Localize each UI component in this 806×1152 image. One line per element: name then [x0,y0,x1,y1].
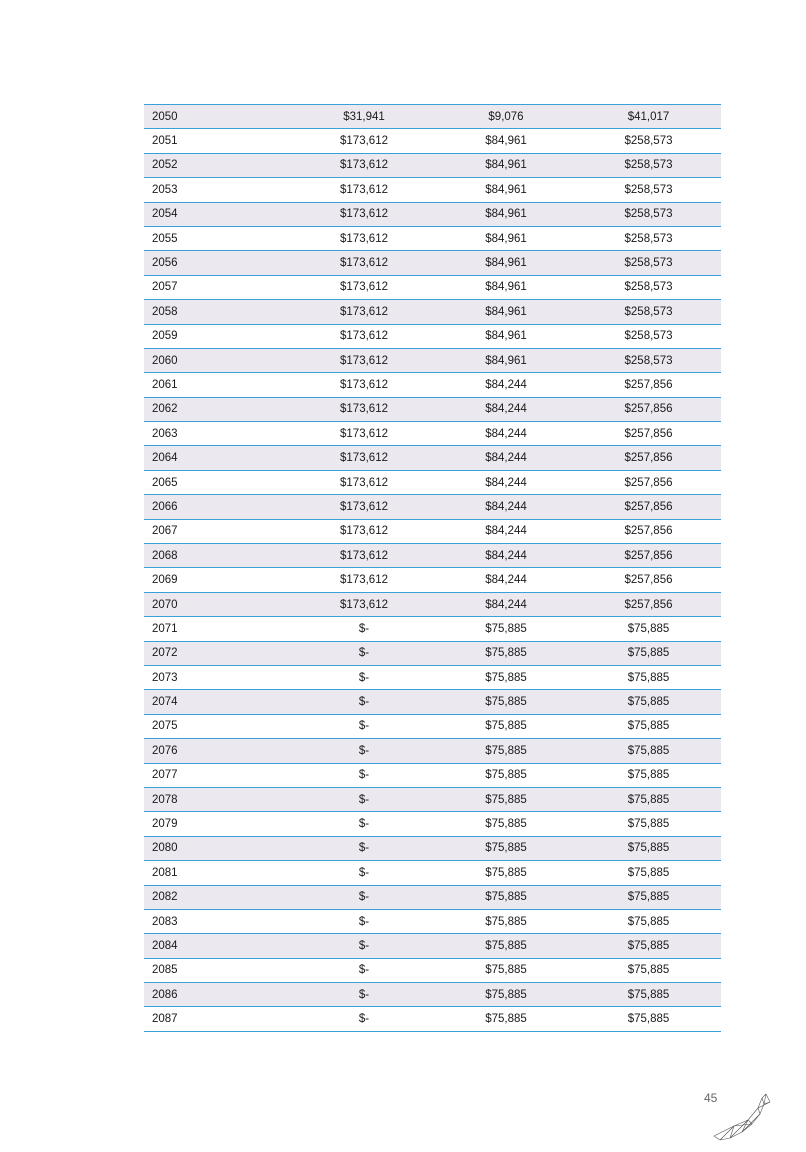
table-row [144,593,721,617]
table-row [144,154,721,178]
year-cell: 2073 [152,671,178,684]
amount-cell: $173,612 [340,500,388,513]
amount-cell: $258,573 [624,135,673,148]
amount-cell: $173,612 [340,378,388,391]
amount-cell: $- [358,891,370,904]
year-cell: 2064 [152,452,178,465]
table-row [144,544,721,568]
year-cell: 2084 [152,939,178,952]
amount-cell: $84,961 [485,330,527,343]
amount-cell: $173,612 [340,574,388,587]
amount-cell: $258,573 [624,232,673,245]
year-cell: 2076 [152,744,178,757]
amount-cell: $75,885 [627,744,670,757]
year-cell: 2081 [152,866,178,879]
amount-cell: $75,885 [627,696,670,709]
table-row [144,203,721,227]
amount-cell: $- [358,647,370,660]
amount-cell: $- [358,720,370,733]
amount-cell: $173,612 [340,257,388,270]
amount-cell: $75,885 [627,720,670,733]
table-row [144,934,721,958]
amount-cell: $257,856 [624,452,673,465]
amount-cell: $- [358,1013,370,1026]
table-row [144,349,721,373]
table-row [144,715,721,739]
amount-cell: $84,961 [485,135,527,148]
table-row [144,739,721,763]
year-cell: 2065 [152,476,178,489]
amount-cell: $258,573 [624,257,673,270]
amount-cell: $173,612 [340,427,388,440]
amount-cell: $257,856 [624,525,673,538]
year-cell: 2086 [152,988,178,1001]
year-cell: 2050 [152,110,178,123]
amount-cell: $173,612 [340,183,388,196]
amount-cell: $- [358,988,370,1001]
amount-cell: $84,244 [485,476,527,489]
amount-cell: $75,885 [627,647,670,660]
amount-cell: $75,885 [485,622,527,635]
amount-cell: $75,885 [627,769,670,782]
table-row [144,666,721,690]
year-cell: 2055 [152,232,178,245]
year-cell: 2087 [152,1013,178,1026]
amount-cell: $173,612 [340,598,388,611]
amount-cell: $173,612 [340,476,388,489]
amount-cell: $41,017 [627,110,670,123]
amount-cell: $257,856 [624,427,673,440]
year-cell: 2072 [152,647,178,660]
year-cell: 2052 [152,159,178,172]
table-row [144,373,721,397]
amount-cell: $258,573 [624,208,673,221]
amount-cell: $- [358,793,370,806]
amount-cell: $173,612 [340,208,388,221]
table-row [144,495,721,519]
amount-cell: $- [358,866,370,879]
year-cell: 2082 [152,891,178,904]
amount-cell: $173,612 [340,354,388,367]
amount-cell: $75,885 [627,842,670,855]
table-row [144,325,721,349]
table-row [144,788,721,812]
amount-cell: $75,885 [485,891,527,904]
amount-cell: $173,612 [340,159,388,172]
year-cell: 2051 [152,135,178,148]
data-table [144,104,721,1032]
amount-cell: $- [358,744,370,757]
amount-cell: $173,612 [340,549,388,562]
amount-cell: $84,961 [485,281,527,294]
amount-cell: $9,076 [488,110,524,123]
amount-cell: $258,573 [624,159,673,172]
amount-cell: $173,612 [340,305,388,318]
amount-cell: $84,244 [485,403,527,416]
table-row [144,129,721,153]
year-cell: 2070 [152,598,178,611]
amount-cell: $75,885 [627,818,670,831]
amount-cell: $- [358,964,370,977]
amount-cell: $84,961 [485,257,527,270]
year-cell: 2069 [152,574,178,587]
amount-cell: $75,885 [485,988,527,1001]
amount-cell: $84,244 [485,574,527,587]
table-row [144,617,721,641]
amount-cell: $84,244 [485,525,527,538]
table-row [144,886,721,910]
amount-cell: $84,244 [485,378,527,391]
amount-cell: $173,612 [340,403,388,416]
amount-cell: $84,961 [485,354,527,367]
amount-cell: $75,885 [485,1013,527,1026]
table-row [144,837,721,861]
amount-cell: $- [358,939,370,952]
table-row [144,446,721,470]
table-row [144,276,721,300]
table-row [144,520,721,544]
year-cell: 2085 [152,964,178,977]
amount-cell: $75,885 [485,696,527,709]
year-cell: 2068 [152,549,178,562]
table-row [144,910,721,934]
amount-cell: $75,885 [627,1013,670,1026]
table-row [144,642,721,666]
amount-cell: $257,856 [624,574,673,587]
year-cell: 2056 [152,257,178,270]
amount-cell: $84,244 [485,500,527,513]
table-row [144,105,721,129]
year-cell: 2061 [152,378,178,391]
amount-cell: $84,244 [485,427,527,440]
amount-cell: $75,885 [627,915,670,928]
year-cell: 2075 [152,720,178,733]
table-row [144,227,721,251]
amount-cell: $84,961 [485,159,527,172]
amount-cell: $84,244 [485,598,527,611]
year-cell: 2059 [152,330,178,343]
table-row [144,471,721,495]
year-cell: 2057 [152,281,178,294]
amount-cell: $75,885 [627,939,670,952]
amount-cell: $84,244 [485,549,527,562]
amount-cell: $173,612 [340,330,388,343]
amount-cell: $84,244 [485,452,527,465]
page-number: 45 [704,1091,718,1105]
table-row [144,959,721,983]
amount-cell: $75,885 [627,866,670,879]
amount-cell: $257,856 [624,378,673,391]
amount-cell: $84,961 [485,305,527,318]
table-row [144,1007,721,1031]
amount-cell: $31,941 [343,110,385,123]
amount-cell: $75,885 [485,964,527,977]
amount-cell: $257,856 [624,476,673,489]
amount-cell: $75,885 [485,647,527,660]
table-row [144,983,721,1007]
amount-cell: $- [358,769,370,782]
amount-cell: $- [358,671,370,684]
year-cell: 2071 [152,622,178,635]
table-row [144,398,721,422]
amount-cell: $75,885 [485,769,527,782]
amount-cell: $84,961 [485,183,527,196]
amount-cell: $258,573 [624,183,673,196]
amount-cell: $75,885 [485,939,527,952]
amount-cell: $75,885 [627,988,670,1001]
year-cell: 2083 [152,915,178,928]
year-cell: 2074 [152,696,178,709]
table-row [144,861,721,885]
amount-cell: $- [358,842,370,855]
amount-cell: $257,856 [624,549,673,562]
table-row [144,300,721,324]
amount-cell: $257,856 [624,500,673,513]
table-row [144,251,721,275]
amount-cell: $75,885 [485,793,527,806]
amount-cell: $75,885 [485,866,527,879]
amount-cell: $75,885 [485,744,527,757]
amount-cell: $75,885 [485,720,527,733]
amount-cell: $- [358,622,370,635]
amount-cell: $75,885 [485,915,527,928]
amount-cell: $173,612 [340,135,388,148]
amount-cell: $257,856 [624,403,673,416]
amount-cell: $173,612 [340,525,388,538]
year-cell: 2062 [152,403,178,416]
amount-cell: $75,885 [485,818,527,831]
table-row [144,422,721,446]
year-cell: 2067 [152,525,178,538]
amount-cell: $75,885 [627,964,670,977]
year-cell: 2063 [152,427,178,440]
table-row [144,568,721,592]
year-cell: 2079 [152,818,178,831]
amount-cell: $- [358,818,370,831]
amount-cell: $258,573 [624,354,673,367]
geometric-bird-logo-icon [712,1088,774,1142]
amount-cell: $258,573 [624,330,673,343]
table-row [144,812,721,836]
amount-cell: $173,612 [340,281,388,294]
amount-cell: $75,885 [627,793,670,806]
year-cell: 2080 [152,842,178,855]
amount-cell: $258,573 [624,305,673,318]
year-cell: 2066 [152,500,178,513]
table-row [144,178,721,202]
amount-cell: $75,885 [627,622,670,635]
table-row [144,764,721,788]
amount-cell: $75,885 [627,671,670,684]
table-row [144,690,721,714]
amount-cell: $84,961 [485,232,527,245]
amount-cell: $84,961 [485,208,527,221]
amount-cell: $257,856 [624,598,673,611]
amount-cell: $75,885 [485,671,527,684]
year-cell: 2077 [152,769,178,782]
amount-cell: $- [358,696,370,709]
amount-cell: $75,885 [627,891,670,904]
amount-cell: $- [358,915,370,928]
year-cell: 2053 [152,183,178,196]
year-cell: 2058 [152,305,178,318]
year-cell: 2078 [152,793,178,806]
year-cell: 2060 [152,354,178,367]
amount-cell: $173,612 [340,452,388,465]
year-cell: 2054 [152,208,178,221]
amount-cell: $258,573 [624,281,673,294]
amount-cell: $173,612 [340,232,388,245]
amount-cell: $75,885 [485,842,527,855]
